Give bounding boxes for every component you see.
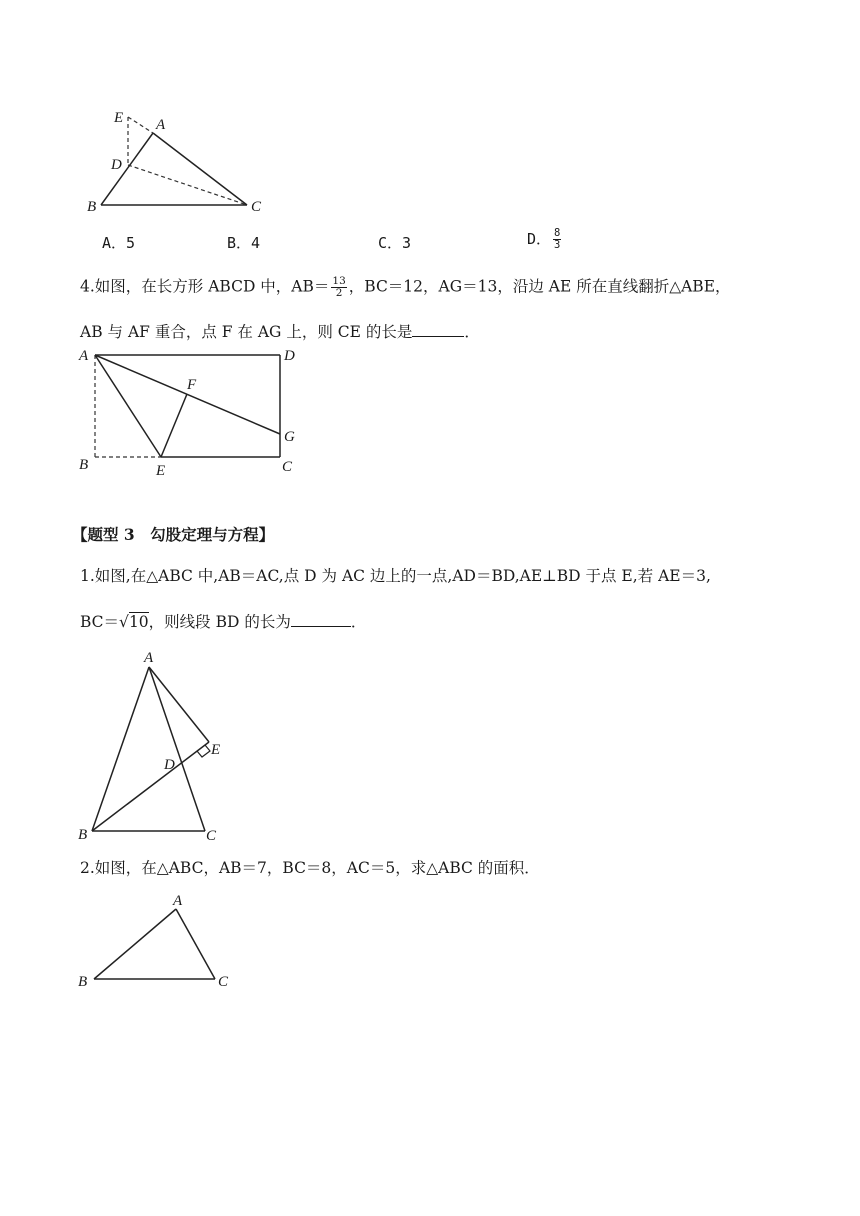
option-b: B．4	[227, 234, 261, 252]
seg-a-b	[92, 667, 149, 831]
label-a: A	[79, 348, 89, 364]
seg-b-e	[92, 742, 209, 831]
option-d-fraction: $\frac{8}{3}$	[554, 227, 561, 251]
label-c: C	[218, 974, 229, 990]
seg-b-a	[94, 909, 176, 979]
option-a: A．5	[102, 234, 136, 252]
label-c: C	[251, 199, 262, 215]
seg-a-e	[95, 355, 161, 457]
label-d: D	[164, 757, 175, 773]
label-g: G	[284, 429, 295, 445]
q4-answer-blank[interactable]	[412, 322, 464, 337]
label-e: E	[211, 742, 221, 758]
q4-line1: 4.如图，在长方形 ABCD 中，AB＝ $\frac{13}{2}$ ，BC＝12，AG＝13，沿边 AE 所在直线翻折△ABE，	[80, 275, 731, 299]
figure-triangle-abc-bd-ae	[72, 645, 242, 845]
seg-d-c-dashed	[128, 165, 247, 205]
seg-a-c	[153, 133, 247, 205]
q4-line2: AB 与 AF 重合，点 F 在 AG 上，则 CE 的长是 ．	[80, 323, 480, 341]
seg-ec-dashed-e-a	[128, 117, 153, 133]
label-b: B	[78, 827, 88, 843]
label-e: E	[156, 463, 166, 478]
label-d: D	[111, 157, 122, 173]
figure-triangle-ead-bc	[80, 105, 280, 220]
label-e: E	[114, 110, 124, 126]
q4-fraction: $\frac{13}{2}$	[332, 275, 346, 299]
sqrt-radicand: 10	[128, 613, 149, 631]
label-c: C	[206, 828, 217, 844]
seg-e-f	[161, 394, 187, 457]
option-d	[527, 228, 563, 251]
label-a: A	[144, 650, 154, 666]
p1-line2: BC＝√10，则线段 BD 的长为 ．	[80, 613, 367, 631]
seg-a-e	[149, 667, 209, 742]
label-a: A	[156, 117, 166, 133]
label-b: B	[78, 974, 88, 990]
p2-text: 2.如图，在△ABC，AB＝7，BC＝8，AC＝5，求△ABC 的面积．	[80, 859, 540, 877]
seg-b-a	[101, 133, 153, 205]
option-d-key: D．	[527, 230, 552, 248]
label-c: C	[282, 459, 293, 475]
label-f: F	[187, 377, 197, 393]
figure-rectangle-abcd	[75, 343, 315, 478]
option-c: C．3	[378, 234, 412, 252]
label-d: D	[284, 348, 295, 364]
seg-a-c	[176, 909, 215, 979]
label-a: A	[173, 893, 183, 909]
p1-answer-blank[interactable]	[291, 612, 351, 627]
label-b: B	[79, 457, 89, 473]
section-heading: 【题型 3 勾股定理与方程】	[72, 525, 275, 544]
label-b: B	[87, 199, 97, 215]
seg-a-c	[149, 667, 205, 831]
figure-triangle-abc	[72, 888, 242, 998]
p1-line1: 1.如图,在△ABC 中,AB＝AC,点 D 为 AC 边上的一点,AD＝BD,AE⊥BD 于点 E,若 AE＝3,	[80, 567, 711, 585]
sqrt-symbol: √	[119, 613, 129, 631]
